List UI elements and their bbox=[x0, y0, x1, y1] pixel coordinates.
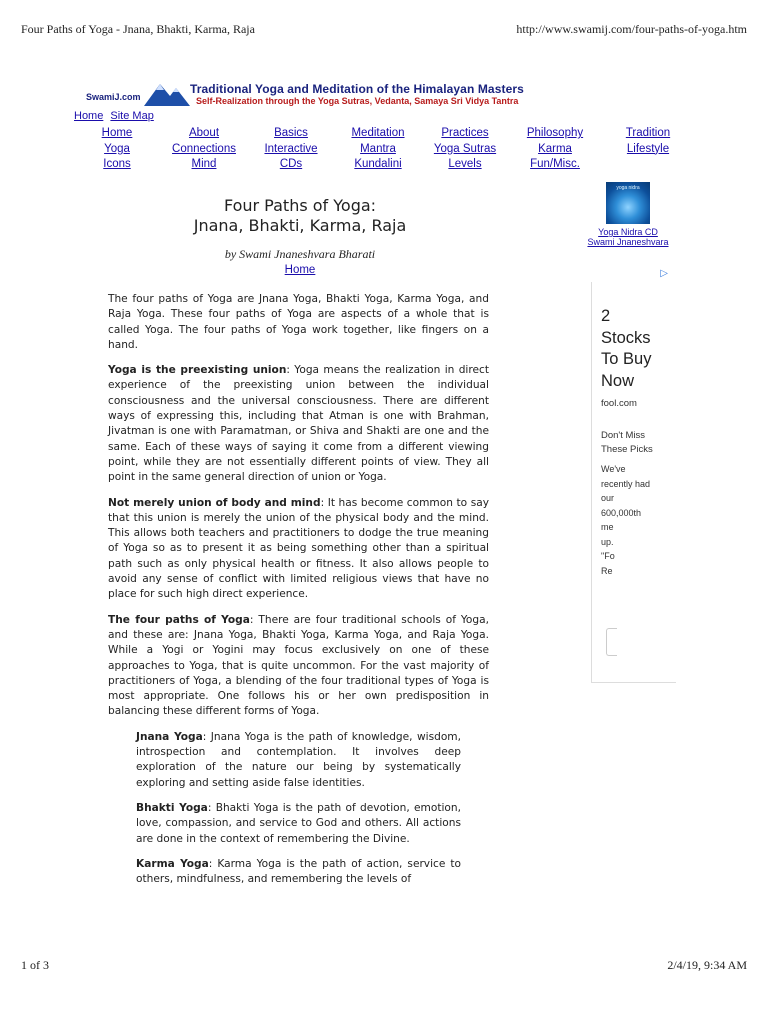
nav-tradition[interactable]: Tradition bbox=[625, 127, 671, 139]
ad-text-line: up. bbox=[601, 536, 614, 547]
advertisement[interactable] bbox=[590, 266, 676, 684]
banner-title: Traditional Yoga and Meditation of the Himalayan Masters bbox=[190, 82, 524, 96]
article-body bbox=[108, 292, 489, 897]
ad-headline-line: 2 bbox=[601, 307, 611, 325]
paragraph-heading: Jnana Yoga bbox=[136, 730, 203, 743]
karma-paragraph bbox=[136, 857, 461, 888]
yoga-nidra-cd-promo[interactable] bbox=[586, 182, 670, 247]
nav-levels[interactable]: Levels bbox=[448, 158, 482, 170]
home-link[interactable]: Home bbox=[74, 110, 104, 122]
page-title bbox=[150, 196, 450, 236]
ad-headline-line: To Buy bbox=[601, 350, 652, 368]
paragraph-text: : Bhakti Yoga is the path of devotion, emotion, love, compassion, and service to God and others. All actions are done in the context of remembering the Divine. bbox=[136, 801, 461, 845]
ad-choices-icon[interactable]: ▷ bbox=[660, 268, 668, 279]
paragraph-heading: Yoga is the preexisting union bbox=[108, 364, 287, 377]
paragraph-text: : Yoga means the realization in direct experience of the preexisting union between the individual consciousness and the universal consciousness. There are different ways of expressing this, including that Atman is one with Brahman, Jivatman is one with Paramatman, or Shiva and Shakti are one and the same. Each of these ways of saying it come from a different viewing point, while they are not essentially different points of view. They all point in the same general direction of union or Yoga. bbox=[108, 364, 489, 484]
nav-about[interactable]: About bbox=[188, 127, 220, 139]
cd-cover-label: yoga nidra bbox=[616, 185, 640, 191]
paragraph-heading: Bhakti Yoga bbox=[136, 801, 208, 814]
ad-text-line: our bbox=[601, 493, 615, 503]
paragraph bbox=[108, 363, 489, 485]
print-url: http://www.swamij.com/four-paths-of-yoga.htm bbox=[516, 22, 747, 36]
nav-yoga-sutras[interactable]: Yoga Sutras bbox=[433, 142, 497, 155]
main-navigation bbox=[90, 127, 680, 174]
top-links bbox=[74, 110, 158, 122]
article-home-link[interactable]: Home bbox=[284, 264, 316, 276]
ad-source: fool.com bbox=[601, 398, 637, 409]
print-header bbox=[21, 22, 747, 38]
nav-row bbox=[90, 143, 680, 159]
ad-text-line: me bbox=[601, 522, 614, 532]
nav-philosophy[interactable]: Philosophy bbox=[526, 127, 584, 139]
ad-text-line: We've bbox=[601, 464, 626, 474]
site-map-link[interactable]: Site Map bbox=[110, 110, 154, 122]
paragraph-heading: Not merely union of body and mind bbox=[108, 496, 321, 509]
nav-interactive[interactable]: Interactive bbox=[264, 142, 318, 155]
nav-mind[interactable]: Mind bbox=[191, 158, 217, 170]
nav-fun-misc[interactable]: Fun/Misc. bbox=[530, 158, 580, 170]
nav-row bbox=[90, 158, 680, 174]
ad-text-line: "Fo bbox=[601, 551, 615, 561]
nav-cds[interactable]: CDs bbox=[279, 158, 303, 170]
paragraph bbox=[108, 496, 489, 603]
nav-mantra[interactable]: Mantra bbox=[360, 142, 396, 155]
paragraph-heading: Karma Yoga bbox=[136, 857, 209, 870]
paragraph-text: : Karma Yoga is the path of action, service to others, mindfulness, and remembering the levels of bbox=[136, 857, 461, 886]
paragraph-text: : There are four traditional schools of Yoga, and these are: Jnana Yoga, Bhakti Yoga, Karma Yoga, and Raja Yoga. While a Yogi or Yogini may focus exclusively on one of these approaches to Yoga, that is quite uncommon. For the vast majority of practitioners of Yoga, a blending of the four traditional types of Yoga is most appropriate. One follows his or her own predisposition in balancing these different forms of Yoga. bbox=[108, 613, 489, 718]
cd-author-link[interactable]: Swami Jnaneshvara bbox=[587, 237, 669, 247]
paragraph bbox=[108, 613, 489, 720]
ad-headline-line: Stocks bbox=[601, 328, 651, 347]
nav-basics[interactable]: Basics bbox=[274, 127, 308, 139]
page-number: 1 of 3 bbox=[21, 958, 49, 972]
nav-home[interactable]: Home bbox=[101, 127, 133, 139]
site-banner[interactable] bbox=[86, 80, 686, 110]
jnana-paragraph bbox=[136, 730, 461, 791]
nav-karma[interactable]: Karma bbox=[538, 142, 572, 155]
nav-icons[interactable]: Icons bbox=[103, 158, 131, 170]
cd-cover-image[interactable] bbox=[606, 182, 650, 224]
paragraph-heading: The four paths of Yoga bbox=[108, 613, 250, 626]
nav-practices[interactable]: Practices bbox=[441, 127, 489, 139]
bhakti-paragraph bbox=[136, 801, 461, 847]
page-title-line-2: Jnana, Bhakti, Karma, Raja bbox=[193, 216, 407, 235]
nav-connections[interactable]: Connections bbox=[172, 142, 236, 155]
paragraph-text: : Jnana Yoga is the path of knowledge, wisdom, introspection and contemplation. It involves deep exploration of the nature our being by systematically exploring and setting aside false identities. bbox=[136, 730, 461, 789]
page-title-line-1: Four Paths of Yoga: bbox=[223, 196, 377, 215]
nav-lifestyle[interactable]: Lifestyle bbox=[626, 142, 670, 155]
ad-text-line: recently had bbox=[601, 478, 651, 489]
ad-headline[interactable] bbox=[601, 306, 651, 392]
nav-row bbox=[90, 127, 680, 143]
ad-body-text bbox=[601, 462, 661, 578]
cd-title-link[interactable]: Yoga Nidra CD bbox=[598, 227, 658, 237]
ad-headline-line: Now bbox=[601, 371, 635, 390]
paragraph: The four paths of Yoga are Jnana Yoga, Bhakti Yoga, Karma Yoga, and Raja Yoga. These four paths of Yoga are aspects of a whole that is called Yoga. The four paths of Yoga work together, like fingers on a hand. bbox=[108, 293, 489, 351]
paragraph-text: : It has become common to say that this union is merely the union of the physical body and the mind. This allows both teachers and practitioners to dodge the true meaning of Yoga so as to present it as being something other than a spiritual path such as only physical health or fitness. It also allows people to avoid any sense of conflict with limited religious views that have no place for such high direct experience. bbox=[108, 496, 489, 601]
mountain-logo-icon bbox=[144, 80, 190, 106]
ad-sub-line: Don't Miss bbox=[601, 430, 646, 441]
nav-kundalini[interactable]: Kundalini bbox=[354, 158, 402, 170]
banner-subtitle: Self-Realization through the Yoga Sutras, Vedanta, Samaya Sri Vidya Tantra bbox=[196, 96, 519, 106]
ad-sub-line: These Picks bbox=[601, 444, 653, 455]
print-page-title: Four Paths of Yoga - Jnana, Bhakti, Karma, Raja bbox=[21, 22, 255, 36]
ad-subheadline bbox=[601, 429, 653, 457]
nav-meditation[interactable]: Meditation bbox=[351, 127, 405, 139]
author-byline: by Swami Jnaneshvara Bharati bbox=[224, 247, 376, 261]
site-name: SwamiJ.com bbox=[86, 92, 141, 102]
nav-yoga[interactable]: Yoga bbox=[104, 142, 130, 155]
ad-text-line: Re bbox=[601, 565, 613, 576]
print-datetime: 2/4/19, 9:34 AM bbox=[667, 958, 747, 972]
ad-button[interactable] bbox=[606, 628, 617, 656]
ad-text-line: 600,000th bbox=[601, 507, 642, 518]
print-footer bbox=[21, 958, 747, 974]
